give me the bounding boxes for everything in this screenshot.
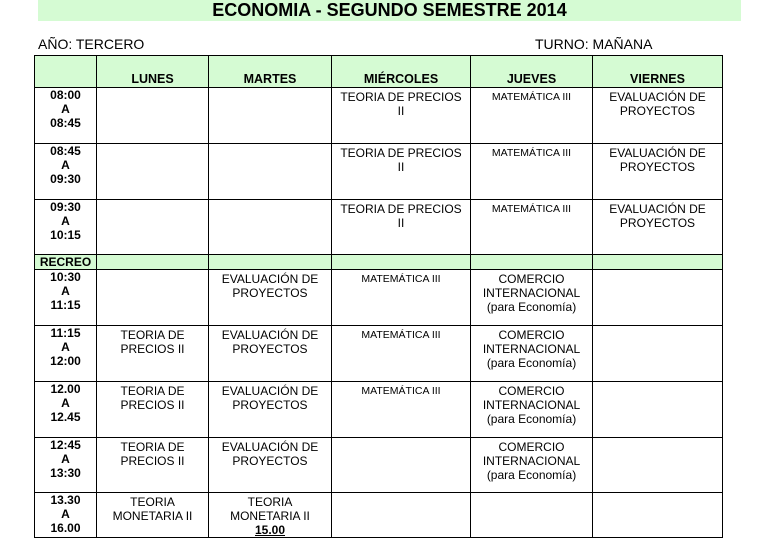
class-cell-miercoles (332, 493, 471, 538)
class-cell-jueves (471, 200, 593, 255)
time-slot-cell (35, 200, 97, 255)
class-cell-lunes (97, 326, 209, 382)
class-cell-miercoles (332, 200, 471, 255)
time-slot-cell (35, 88, 97, 144)
class-cell-martes (209, 382, 332, 438)
class-cell-viernes (593, 200, 723, 255)
class-cell-miercoles (332, 382, 471, 438)
cell-text-line: II (397, 160, 405, 174)
table-row (35, 493, 723, 538)
table-row (35, 326, 723, 382)
cell-text-line: TEORIA (130, 495, 175, 509)
cell-text-line: 08:45 (50, 116, 81, 130)
time-slot-cell (35, 493, 97, 538)
class-cell-jueves (471, 88, 593, 144)
class-cell-viernes (593, 270, 723, 326)
cell-text-line: 13.30 (50, 493, 81, 507)
cell-text-line: 16.00 (50, 521, 81, 535)
class-cell-lunes (97, 438, 209, 493)
class-cell-miercoles (332, 270, 471, 326)
cell-text-line: MONETARIA II (112, 509, 193, 523)
class-cell-viernes (593, 493, 723, 538)
class-cell-lunes (97, 382, 209, 438)
class-cell-jueves (471, 144, 593, 200)
time-slot-cell (35, 438, 97, 493)
cell-text-line: TEORIA DE (120, 384, 185, 398)
class-cell-martes (209, 200, 332, 255)
cell-text-line: COMERCIO (498, 328, 565, 342)
cell-text-line: A (61, 452, 70, 466)
year-label: AÑO: TERCERO (38, 36, 145, 52)
cell-text-line: PROYECTOS (232, 398, 308, 412)
recess-row (35, 255, 723, 270)
class-cell-jueves (471, 493, 593, 538)
cell-text-line: A (61, 340, 70, 354)
cell-text-line: PROYECTOS (232, 342, 308, 356)
cell-text-line: 11:15 (50, 326, 81, 340)
class-cell-jueves (471, 326, 593, 382)
table-row (35, 88, 723, 144)
cell-text-line: PROYECTOS (619, 160, 696, 174)
class-cell-miercoles (332, 326, 471, 382)
recess-cell (593, 255, 723, 270)
cell-text-line: INTERNACIONAL (482, 454, 581, 468)
cell-text-line: 12.45 (50, 410, 81, 424)
header-day-martes: MARTES (209, 56, 332, 88)
cell-text-line: PRECIOS II (120, 398, 185, 412)
cell-text-line: EVALUACIÓN DE (221, 272, 319, 286)
class-cell-martes (209, 144, 332, 200)
class-cell-lunes (97, 88, 209, 144)
class-cell-jueves (471, 382, 593, 438)
class-cell-martes (209, 88, 332, 144)
class-cell-viernes (593, 438, 723, 493)
cell-text-line: INTERNACIONAL (482, 342, 581, 356)
cell-text-line: EVALUACIÓN DE (221, 328, 319, 342)
cell-text-line: 13:30 (50, 466, 81, 480)
class-cell-viernes (593, 382, 723, 438)
cell-text-line: 08:45 (50, 144, 81, 158)
table-row (35, 270, 723, 326)
cell-text-line: A (61, 284, 70, 298)
cell-text-line: PROYECTOS (232, 286, 308, 300)
time-slot-cell (35, 144, 97, 200)
cell-text-line: PROYECTOS (619, 104, 696, 118)
cell-text-line: A (61, 507, 70, 521)
class-cell-viernes (593, 88, 723, 144)
cell-text-line: PRECIOS II (120, 454, 185, 468)
recess-cell (97, 255, 209, 270)
table-row (35, 200, 723, 255)
cell-text-line: MATEMÁTICA III (491, 203, 572, 215)
header-day-lunes: LUNES (97, 56, 209, 88)
cell-text-line: TEORIA DE (120, 440, 185, 454)
cell-text-line: COMERCIO (498, 384, 565, 398)
cell-text-line: MATEMÁTICA III (491, 147, 572, 159)
table-row (35, 382, 723, 438)
cell-text-line: 09:30 (50, 200, 81, 214)
cell-text-line: A (61, 158, 70, 172)
cell-text-line: INTERNACIONAL (482, 398, 581, 412)
cell-text-line: 15.00 (254, 523, 286, 537)
recess-cell (471, 255, 593, 270)
cell-text-line: TEORIA DE PRECIOS (340, 202, 462, 216)
time-slot-cell (35, 382, 97, 438)
header-day-miercoles: MIÉRCOLES (332, 56, 471, 88)
header-day-jueves: JUEVES (471, 56, 593, 88)
cell-text-line: MATEMÁTICA III (361, 273, 441, 285)
cell-text-line: EVALUACIÓN DE (221, 384, 319, 398)
cell-text-line: (para Economía) (486, 356, 577, 370)
recess-cell (332, 255, 471, 270)
class-cell-lunes (97, 270, 209, 326)
cell-text-line: MONETARIA II (230, 509, 310, 523)
cell-text-line: 12.00 (50, 382, 81, 396)
cell-text-line: 12:00 (50, 354, 81, 368)
cell-text-line: MATEMÁTICA III (491, 91, 572, 103)
class-cell-jueves (471, 438, 593, 493)
cell-text-line: COMERCIO (498, 440, 565, 454)
cell-text-line: A (61, 396, 70, 410)
table-row (35, 144, 723, 200)
cell-text-line: (para Economía) (486, 468, 577, 482)
cell-text-line: (para Economía) (486, 412, 577, 426)
cell-text-line: 11:15 (50, 298, 81, 312)
class-cell-miercoles (332, 88, 471, 144)
cell-text-line: MATEMÁTICA III (361, 385, 441, 397)
cell-text-line: TEORIA (247, 495, 293, 509)
header-day-viernes: VIERNES (593, 56, 723, 88)
shift-label: TURNO: MAÑANA (535, 36, 653, 52)
class-cell-miercoles (332, 438, 471, 493)
cell-text-line: PROYECTOS (619, 216, 696, 230)
class-cell-lunes (97, 144, 209, 200)
cell-text-line: 08:00 (50, 88, 81, 102)
class-cell-martes (209, 438, 332, 493)
cell-text-line: EVALUACIÓN DE (609, 146, 706, 160)
cell-text-line: PRECIOS II (120, 342, 185, 356)
cell-text-line: INTERNACIONAL (482, 286, 581, 300)
cell-text-line: TEORIA DE PRECIOS (340, 146, 462, 160)
cell-text-line: PROYECTOS (232, 454, 308, 468)
class-cell-jueves (471, 270, 593, 326)
cell-text-line: TEORIA DE PRECIOS (340, 90, 462, 104)
cell-text-line: A (61, 102, 70, 116)
page-title: ECONOMIA - SEGUNDO SEMESTRE 2014 (38, 0, 741, 21)
cell-text-line: MATEMÁTICA III (361, 329, 441, 341)
class-cell-miercoles (332, 144, 471, 200)
recess-cell (209, 255, 332, 270)
table-header-row (35, 56, 723, 88)
cell-text-line: A (61, 214, 70, 228)
class-cell-martes (209, 493, 332, 538)
class-cell-viernes (593, 144, 723, 200)
recess-label: RECREO (35, 255, 97, 270)
cell-text-line: 12:45 (50, 438, 81, 452)
time-slot-cell (35, 270, 97, 326)
cell-text-line: COMERCIO (498, 272, 565, 286)
cell-text-line: 10:15 (50, 228, 81, 242)
class-cell-lunes (97, 200, 209, 255)
class-cell-martes (209, 326, 332, 382)
schedule-table (34, 55, 723, 538)
class-cell-martes (209, 270, 332, 326)
cell-text-line: II (397, 104, 405, 118)
cell-text-line: 09:30 (50, 172, 81, 186)
class-cell-viernes (593, 326, 723, 382)
cell-text-line: EVALUACIÓN DE (609, 90, 706, 104)
cell-text-line: TEORIA DE (120, 328, 185, 342)
header-corner-cell (35, 56, 97, 88)
cell-text-line: II (397, 216, 405, 230)
cell-text-line: EVALUACIÓN DE (221, 440, 319, 454)
class-cell-lunes (97, 493, 209, 538)
time-slot-cell (35, 326, 97, 382)
table-row (35, 438, 723, 493)
cell-text-line: EVALUACIÓN DE (609, 202, 706, 216)
cell-text-line: 10:30 (50, 270, 81, 284)
cell-text-line: (para Economía) (486, 300, 577, 314)
